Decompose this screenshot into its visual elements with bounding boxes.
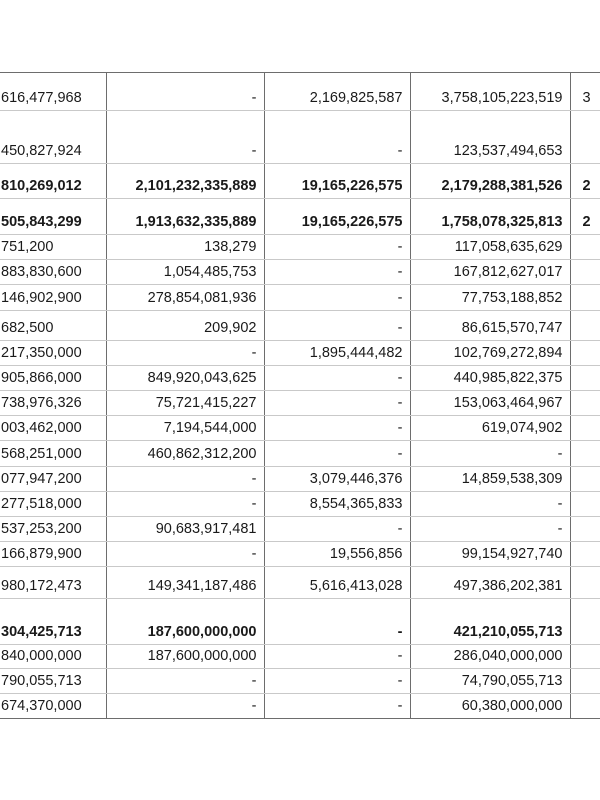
table-cell-col-5: [570, 416, 600, 441]
table-cell-col-1: 537,253,200: [0, 517, 106, 542]
table-row: [0, 669, 600, 694]
table-cell-col-4: 619,074,902: [410, 416, 570, 441]
table-cell-col-2: -: [106, 694, 264, 719]
table-cell-col-4: 440,985,822,375: [410, 366, 570, 391]
table-cell-col-2: -: [106, 669, 264, 694]
table-row: [0, 285, 600, 311]
table-cell-col-2: -: [106, 467, 264, 492]
table-cell-col-3: 1,895,444,482: [264, 341, 410, 366]
table-cell-col-2: 278,854,081,936: [106, 285, 264, 311]
table-cell-col-4: 86,615,570,747: [410, 311, 570, 341]
table-cell-col-3: 19,556,856: [264, 542, 410, 567]
table-cell-col-1: 505,843,299: [0, 199, 106, 235]
table-cell-col-2: 187,600,000,000: [106, 645, 264, 669]
table-cell-col-3: -: [264, 416, 410, 441]
table-row: [0, 492, 600, 517]
table-cell-col-1: 980,172,473: [0, 567, 106, 599]
table-row: [0, 694, 600, 719]
table-cell-col-4: 77,753,188,852: [410, 285, 570, 311]
table-cell-col-4: 102,769,272,894: [410, 341, 570, 366]
table-cell-col-4: 497,386,202,381: [410, 567, 570, 599]
table-cell-col-4: -: [410, 492, 570, 517]
table-cell-col-4: 153,063,464,967: [410, 391, 570, 416]
table-cell-col-2: 149,341,187,486: [106, 567, 264, 599]
table-cell-col-5: [570, 391, 600, 416]
table-cell-col-4: 123,537,494,653: [410, 111, 570, 164]
table-cell-col-3: -: [264, 669, 410, 694]
table-cell-col-2: 187,600,000,000: [106, 599, 264, 645]
table-cell-col-4: 14,859,538,309: [410, 467, 570, 492]
table-cell-col-1: 217,350,000: [0, 341, 106, 366]
table-row: [0, 517, 600, 542]
table-row: [0, 73, 600, 111]
table-cell-col-3: -: [264, 235, 410, 260]
table-cell-col-2: 75,721,415,227: [106, 391, 264, 416]
table-cell-col-1: 810,269,012: [0, 164, 106, 199]
table-cell-col-4: 286,040,000,000: [410, 645, 570, 669]
table-cell-col-5: [570, 567, 600, 599]
table-cell-col-2: -: [106, 73, 264, 111]
table-cell-col-5: [570, 517, 600, 542]
table-body: [0, 73, 600, 719]
table-cell-col-1: 682,500: [0, 311, 106, 341]
table-row: [0, 645, 600, 669]
table-cell-col-2: 849,920,043,625: [106, 366, 264, 391]
table-cell-col-1: 616,477,968: [0, 73, 106, 111]
table-cell-col-5: [570, 366, 600, 391]
table-cell-col-5: [570, 599, 600, 645]
table-cell-col-1: 450,827,924: [0, 111, 106, 164]
table-cell-col-1: 166,879,900: [0, 542, 106, 567]
table-cell-col-5: [570, 694, 600, 719]
table-cell-col-5: [570, 467, 600, 492]
table-cell-col-3: -: [264, 311, 410, 341]
table-row: [0, 199, 600, 235]
table-cell-col-3: -: [264, 517, 410, 542]
table-cell-col-5: [570, 441, 600, 467]
table-cell-col-2: 90,683,917,481: [106, 517, 264, 542]
table-cell-col-2: 209,902: [106, 311, 264, 341]
table-cell-col-5: [570, 260, 600, 285]
table-cell-col-3: 2,169,825,587: [264, 73, 410, 111]
table-cell-col-1: 840,000,000: [0, 645, 106, 669]
table-cell-col-1: 568,251,000: [0, 441, 106, 467]
table-cell-col-4: 99,154,927,740: [410, 542, 570, 567]
table-cell-col-1: 146,902,900: [0, 285, 106, 311]
table-cell-col-3: -: [264, 111, 410, 164]
table-cell-col-5: 3: [570, 73, 600, 111]
table-cell-col-1: 751,200: [0, 235, 106, 260]
table-cell-col-3: 19,165,226,575: [264, 164, 410, 199]
table-cell-col-2: -: [106, 542, 264, 567]
table-cell-col-5: [570, 542, 600, 567]
table-row: [0, 164, 600, 199]
table-cell-col-3: -: [264, 441, 410, 467]
table-row: [0, 441, 600, 467]
table-row: [0, 311, 600, 341]
table-cell-col-1: 883,830,600: [0, 260, 106, 285]
table-cell-col-2: 460,862,312,200: [106, 441, 264, 467]
table-cell-col-3: 3,079,446,376: [264, 467, 410, 492]
table-cell-col-3: -: [264, 645, 410, 669]
table-cell-col-4: 1,758,078,325,813: [410, 199, 570, 235]
table-cell-col-4: 117,058,635,629: [410, 235, 570, 260]
table-row: [0, 542, 600, 567]
table-row: [0, 366, 600, 391]
table-cell-col-2: -: [106, 111, 264, 164]
table-cell-col-5: [570, 285, 600, 311]
table-cell-col-3: -: [264, 599, 410, 645]
table-row: [0, 567, 600, 599]
table-row: [0, 111, 600, 164]
table-cell-col-2: 7,194,544,000: [106, 416, 264, 441]
table-row: [0, 599, 600, 645]
table-cell-col-2: -: [106, 492, 264, 517]
table-cell-col-3: 5,616,413,028: [264, 567, 410, 599]
table-cell-col-2: 138,279: [106, 235, 264, 260]
table-cell-col-4: 60,380,000,000: [410, 694, 570, 719]
table-cell-col-4: 74,790,055,713: [410, 669, 570, 694]
table-cell-col-1: 905,866,000: [0, 366, 106, 391]
table-row: [0, 235, 600, 260]
table-row: [0, 416, 600, 441]
table-cell-col-2: -: [106, 341, 264, 366]
table-cell-col-5: [570, 311, 600, 341]
table-cell-col-1: 277,518,000: [0, 492, 106, 517]
table-cell-col-1: 738,976,326: [0, 391, 106, 416]
table-cell-col-4: 2,179,288,381,526: [410, 164, 570, 199]
table-cell-col-4: -: [410, 517, 570, 542]
table-cell-col-5: [570, 341, 600, 366]
table-cell-col-1: 003,462,000: [0, 416, 106, 441]
table-cell-col-2: 1,913,632,335,889: [106, 199, 264, 235]
table-cell-col-5: [570, 235, 600, 260]
table-cell-col-5: [570, 645, 600, 669]
table-row: [0, 260, 600, 285]
table-cell-col-4: 421,210,055,713: [410, 599, 570, 645]
table-cell-col-3: -: [264, 366, 410, 391]
table-cell-col-1: 674,370,000: [0, 694, 106, 719]
table-row: [0, 391, 600, 416]
table-cell-col-5: [570, 669, 600, 694]
table-cell-col-5: 2: [570, 164, 600, 199]
table-cell-col-2: 1,054,485,753: [106, 260, 264, 285]
table-cell-col-5: [570, 111, 600, 164]
table-cell-col-1: 790,055,713: [0, 669, 106, 694]
table-cell-col-1: 304,425,713: [0, 599, 106, 645]
table-cell-col-3: -: [264, 260, 410, 285]
table-cell-col-1: 077,947,200: [0, 467, 106, 492]
table-row: [0, 341, 600, 366]
financial-table: [0, 72, 600, 719]
financial-table-container: [0, 72, 600, 719]
table-cell-col-3: -: [264, 694, 410, 719]
table-cell-col-4: -: [410, 441, 570, 467]
table-cell-col-4: 167,812,627,017: [410, 260, 570, 285]
table-cell-col-3: -: [264, 391, 410, 416]
table-cell-col-5: [570, 492, 600, 517]
table-cell-col-2: 2,101,232,335,889: [106, 164, 264, 199]
table-cell-col-3: -: [264, 285, 410, 311]
table-cell-col-3: 19,165,226,575: [264, 199, 410, 235]
table-cell-col-3: 8,554,365,833: [264, 492, 410, 517]
table-cell-col-5: 2: [570, 199, 600, 235]
table-cell-col-4: 3,758,105,223,519: [410, 73, 570, 111]
table-row: [0, 467, 600, 492]
